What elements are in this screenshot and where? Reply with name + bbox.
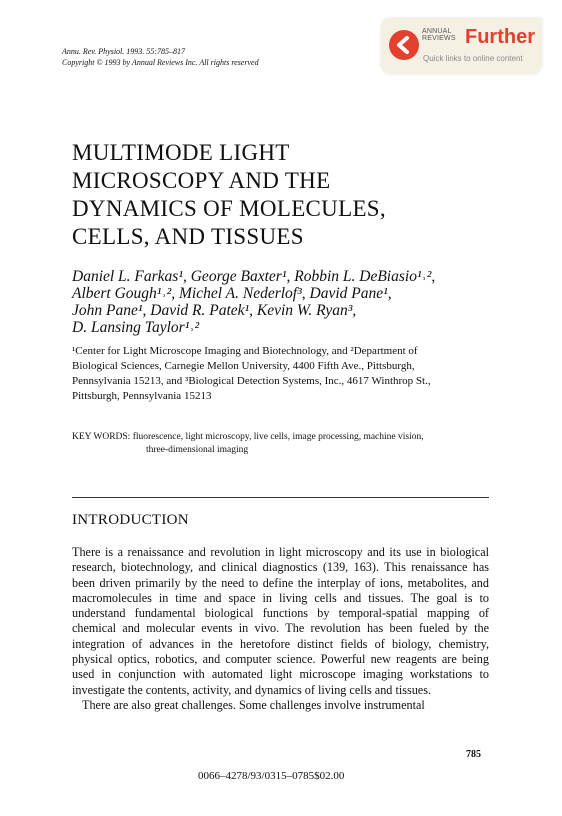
further-banner[interactable]: [381, 18, 542, 74]
journal-citation: [62, 46, 259, 68]
title-line: MULTIMODE LIGHT: [72, 140, 290, 165]
title-line: CELLS, AND TISSUES: [72, 224, 304, 249]
further-title: Further: [465, 26, 535, 48]
keywords-line-1: fluorescence, light microscopy, live cells, image processing, machine vision,: [132, 432, 424, 442]
affiliation-line: Pittsburgh, Pennsylvania 15213: [72, 390, 212, 402]
affiliation-line: Pennsylvania 15213, and ³Biological Detection Systems, Inc., 4617 Winthrop St.,: [72, 375, 431, 387]
paragraph-2: There are also great challenges. Some challenges involve instrumental: [82, 697, 425, 712]
section-heading: INTRODUCTION: [72, 512, 189, 528]
further-brand-small: [422, 28, 456, 42]
affiliation-line: ¹Center for Light Microscope Imaging and Biotechnology, and ²Department of: [72, 345, 418, 357]
back-arrow-icon: [389, 30, 419, 60]
title-line: DYNAMICS OF MOLECULES,: [72, 196, 386, 221]
journal-line-2: Copyright © 1993 by Annual Reviews Inc. All rights reserved: [62, 58, 259, 67]
author-line: Daniel L. Farkas¹, George Baxter¹, Robbin L. DeBiasio¹˒²,: [72, 268, 436, 285]
further-subtitle: Quick links to online content: [423, 54, 523, 63]
paragraph-1: There is a renaissance and revolution in light microscopy and its use in biological research, biotechnology, and clinical diagnostics (139, 163). This renaissance has been driven primarily by the need to define the interplay of ions, metabolites, and macromolecules in time and space in living cells and tissues. The goal is to understand fundamental biological functions by temporal-spatial mapping of chemical and molecular events in vivo. The revolution has been fueled by the integration of advances in the heretofore distinct fields of biology, chemistry, physical optics, robotics, and computer science. Powerful new reagents are being used in conjunction with automated light microscope imaging workstations to investigate the contents, activity, and dynamics of living cells and tissues.: [72, 545, 489, 697]
further-brand-annual: ANNUAL: [422, 28, 452, 35]
author-line: Albert Gough¹˒², Michel A. Nederlof³, David Pane¹,: [72, 285, 392, 302]
author-line: John Pane¹, David R. Patek¹, Kevin W. Ryan³,: [72, 302, 357, 319]
article-title: [72, 139, 452, 251]
price-code: 0066–4278/93/0315–0785$02.00: [198, 770, 345, 782]
journal-line-1: Annu. Rev. Physiol. 1993. 55:785–817: [62, 47, 185, 56]
author-line: D. Lansing Taylor¹˒²: [72, 319, 200, 336]
keywords-line-2: three-dimensional imaging: [146, 445, 249, 455]
affiliation-line: Biological Sciences, Carnegie Mellon University, 4400 Fifth Ave., Pittsburgh,: [72, 360, 415, 372]
author-list: [72, 268, 492, 336]
section-divider: [72, 497, 489, 498]
page-number: 785: [466, 749, 481, 760]
further-brand-reviews: REVIEWS: [422, 35, 456, 42]
body-text: [72, 545, 489, 713]
title-line: MICROSCOPY AND THE: [72, 168, 331, 193]
affiliations: [72, 344, 492, 404]
keywords-label: KEY WORDS:: [72, 432, 131, 442]
keywords-block: [72, 431, 502, 457]
